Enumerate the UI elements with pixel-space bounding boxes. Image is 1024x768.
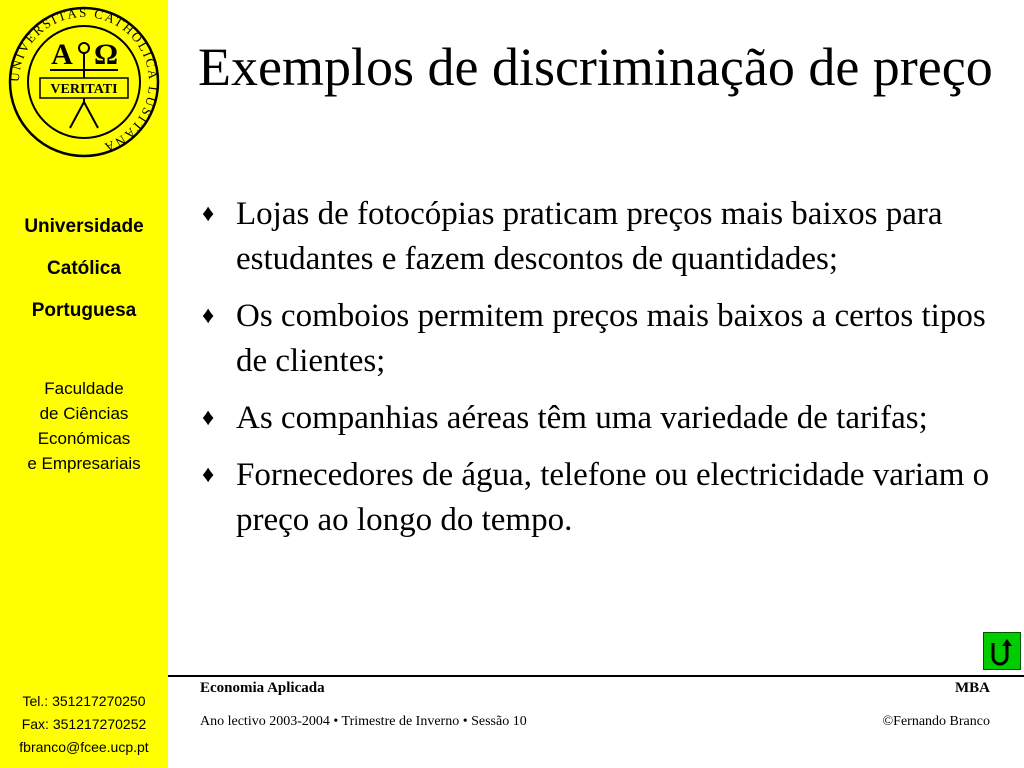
seal-omega-letter: Ω — [93, 38, 119, 71]
bullet-list — [200, 192, 1010, 555]
faculty-line: Faculdade — [44, 379, 124, 398]
university-name — [0, 206, 168, 332]
bullet-text: Os comboios permitem preços mais baixos a certos tipos de clientes; — [236, 298, 986, 379]
bullet-text: Lojas de fotocópias praticam preços mais baixos para estudantes e fazem descontos de quantidades; — [236, 196, 943, 277]
faculty-name — [0, 376, 168, 476]
seal-ring-text: UNIVERSITAS CATHOLICA LUSITANA — [6, 4, 162, 156]
bullet-text: As companhias aéreas têm uma variedade de tarifas; — [236, 400, 928, 436]
university-line: Católica — [47, 258, 121, 279]
course-name: Economia Aplicada — [200, 680, 325, 696]
sidebar — [0, 0, 168, 768]
bullet-item — [200, 192, 1010, 282]
bullet-item — [200, 294, 1010, 384]
contact-email[interactable]: fbranco@fcee.ucp.pt — [19, 739, 149, 755]
diamond-bullet-icon: ♦ — [202, 201, 215, 227]
seal-center-text: VERITATI — [50, 82, 118, 97]
return-arrow-icon — [984, 633, 1020, 669]
slide-title: Exemplos de discriminação de preço — [198, 37, 993, 97]
bullet-text: Fornecedores de água, telefone ou electricidade variam o preço ao longo do tempo. — [236, 457, 990, 538]
diamond-bullet-icon: ♦ — [202, 462, 215, 488]
author-credit: ©Fernando Branco — [882, 714, 990, 729]
footer-divider — [168, 675, 1024, 677]
diamond-bullet-icon: ♦ — [202, 303, 215, 329]
seal-alpha-letter: A — [51, 38, 73, 71]
contact-info — [0, 690, 168, 759]
contact-phone: Tel.: 351217270250 — [22, 693, 146, 709]
return-nav-button[interactable] — [983, 632, 1021, 670]
session-info: Ano lectivo 2003-2004 • Trimestre de Inverno • Sessão 10 — [200, 714, 527, 729]
university-line: Universidade — [24, 216, 144, 237]
bullet-item — [200, 453, 1010, 543]
university-line: Portuguesa — [31, 300, 137, 321]
faculty-line: Económicas — [37, 429, 131, 448]
faculty-line: de Ciências — [39, 404, 129, 423]
diamond-bullet-icon: ♦ — [202, 405, 215, 431]
university-seal-logo — [6, 4, 162, 160]
contact-fax: Fax: 351217270252 — [21, 716, 147, 732]
bullet-item — [200, 396, 1010, 441]
program-name: MBA — [955, 680, 990, 696]
faculty-line: e Empresariais — [27, 454, 141, 473]
